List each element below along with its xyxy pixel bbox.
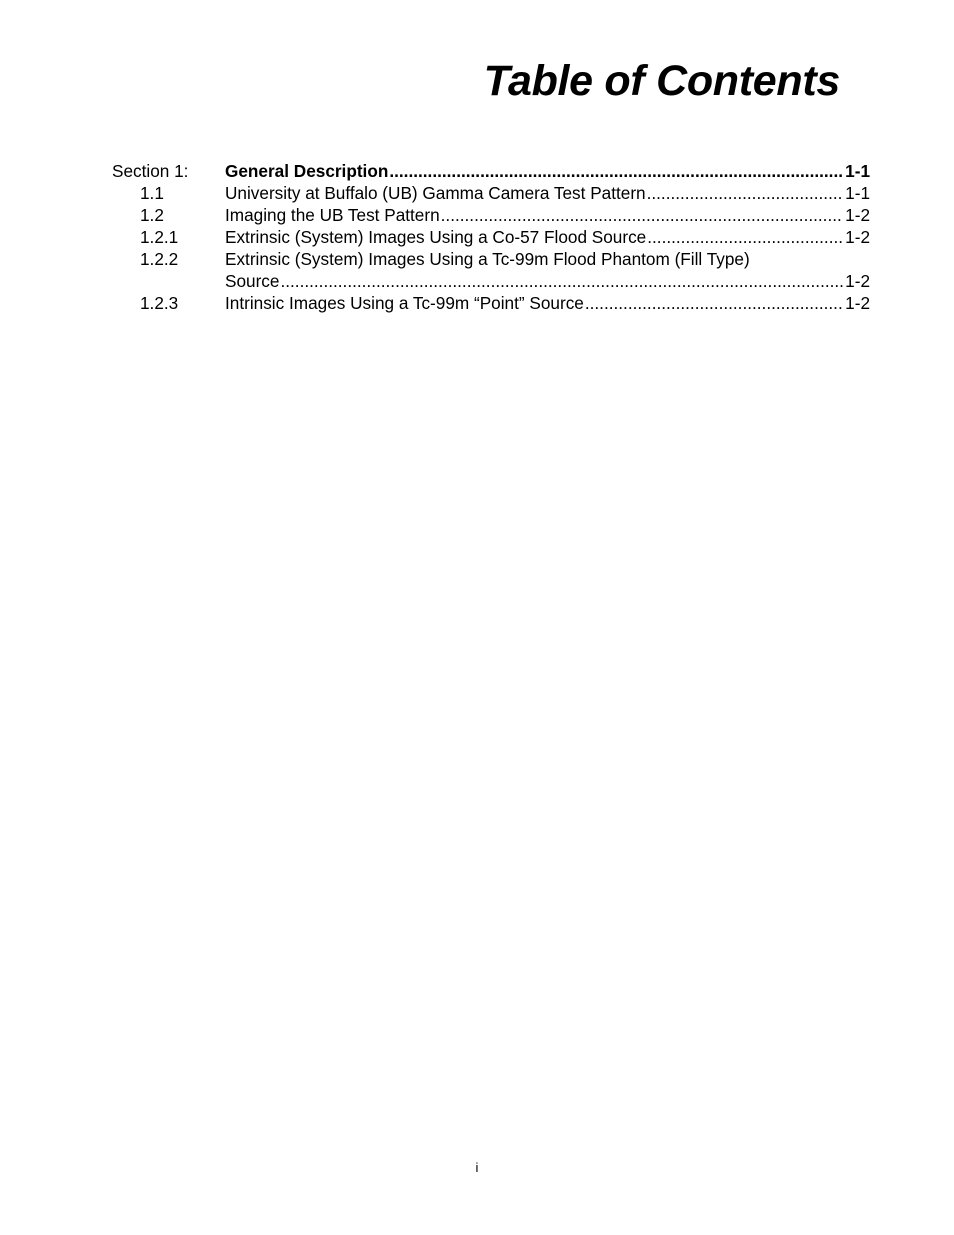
toc-entry-1-2-3[interactable] [112, 292, 870, 314]
toc-section-title: General Description [225, 161, 389, 181]
toc-page-number: 1-2 [845, 205, 870, 225]
toc-entry-title: Extrinsic (System) Images Using a Co-57 Flood Source [225, 227, 647, 247]
toc-dot-leader [585, 292, 843, 314]
toc-entry-title-continued: Source [225, 271, 280, 291]
toc-section-label: Section 1: [112, 161, 189, 181]
table-of-contents [112, 160, 870, 314]
toc-entry-number: 1.2.3 [140, 293, 179, 313]
toc-entry-number: 1.2.2 [140, 249, 179, 269]
toc-page-number: 1-2 [845, 227, 870, 247]
toc-entry-title: Intrinsic Images Using a Tc-99m “Point” Source [225, 293, 584, 313]
footer-page-number: i [475, 1160, 479, 1175]
toc-dot-leader [280, 270, 843, 292]
toc-page-number: 1-1 [845, 183, 870, 203]
toc-entry-1-2-1[interactable] [112, 226, 870, 248]
toc-entry-number: 1.1 [140, 183, 164, 203]
toc-entry-number: 1.2.1 [140, 227, 179, 247]
toc-entry-1-1[interactable] [112, 182, 870, 204]
toc-entry-1-2-2[interactable] [112, 248, 870, 292]
toc-entry-title: University at Buffalo (UB) Gamma Camera Test Pattern [225, 183, 646, 203]
toc-entry-title: Imaging the UB Test Pattern [225, 205, 440, 225]
toc-page-number: 1-2 [845, 271, 870, 291]
toc-dot-leader [389, 160, 843, 182]
page-title: Table of Contents [483, 57, 840, 105]
toc-dot-leader [647, 226, 843, 248]
toc-entry-1-2[interactable] [112, 204, 870, 226]
toc-entry-number: 1.2 [140, 205, 164, 225]
toc-dot-leader [441, 204, 844, 226]
toc-entry-title: Extrinsic (System) Images Using a Tc-99m Flood Phantom (Fill Type) [225, 249, 750, 269]
toc-section-1[interactable] [112, 160, 870, 182]
toc-page-number: 1-2 [845, 293, 870, 313]
toc-dot-leader [647, 182, 844, 204]
toc-page-number: 1-1 [845, 161, 870, 181]
